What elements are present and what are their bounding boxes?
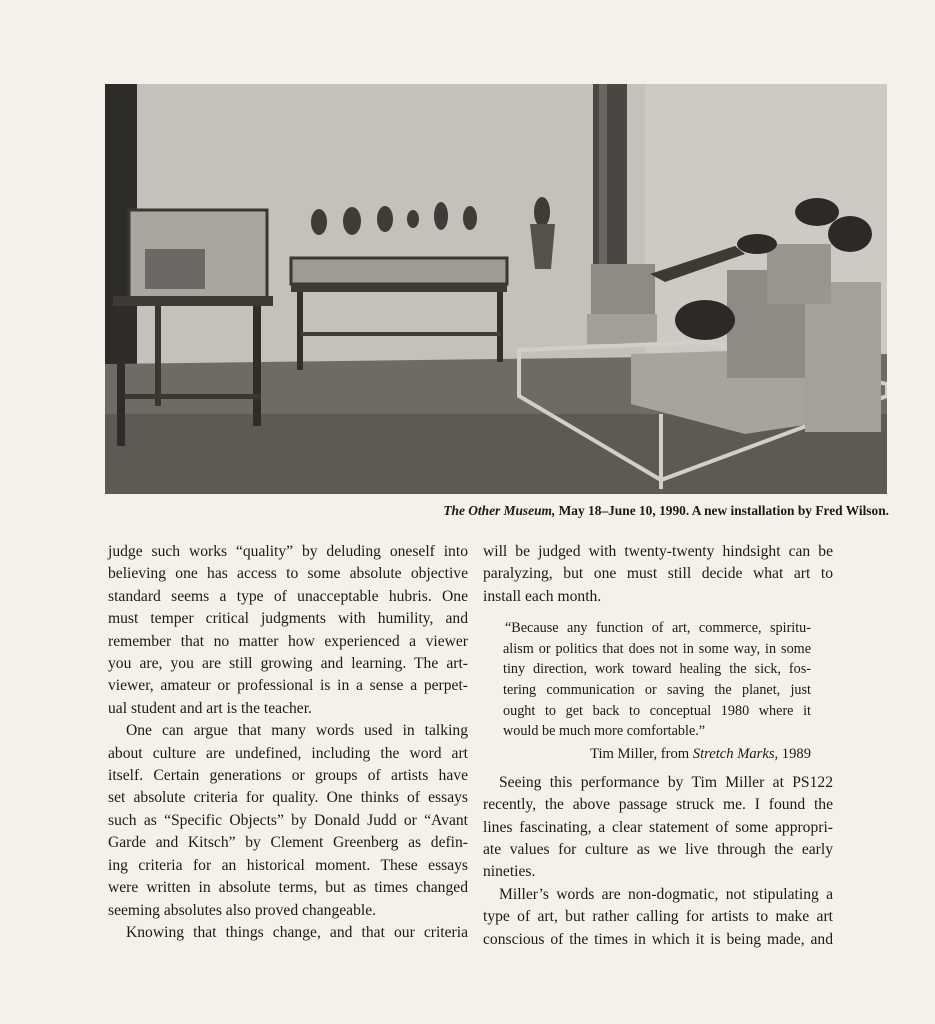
right-paragraph-2: [483, 772, 833, 884]
text-line: about culture are undefined, including the word art: [108, 744, 468, 762]
text-line: ate values for culture as we live through the early: [483, 841, 833, 858]
text-line: must temper critical judgments with humility, and: [108, 610, 468, 628]
text-line: set absolute criteria for quality. One thinks of essays: [108, 789, 468, 807]
text-line: ing criteria for an historical moment. These essays: [108, 856, 468, 874]
text-line: believing one has access to some absolute objective: [108, 565, 468, 583]
quote-line: ought to get back to conceptual 1980 where it: [503, 702, 811, 719]
text-line: such as “Specific Objects” by Donald Judd or “Avant: [108, 811, 468, 829]
right-text-column: [483, 541, 833, 951]
text-line: itself. Certain generations or groups of artists have: [108, 767, 468, 785]
text-line: conscious of the times in which it is being made, and: [483, 930, 833, 948]
quote-attribution: [483, 744, 811, 764]
text-line: will be judged with twenty-twenty hindsight can be: [483, 543, 833, 560]
left-paragraph-3: [108, 922, 468, 944]
text-line: standard seems a type of unacceptable hubris. One: [108, 587, 468, 605]
attribution-work: Stretch Marks,: [692, 745, 779, 762]
right-paragraph-3: [483, 884, 833, 951]
text-line: recently, the above passage struck me. I found the: [483, 796, 833, 814]
right-paragraph-1: [483, 541, 833, 608]
caption-details: May 18–June 10, 1990. A new installation by Fred Wilson.: [555, 503, 889, 518]
attribution-author: Tim Miller, from: [590, 745, 693, 762]
photo-caption: [105, 503, 889, 519]
text-line: One can argue that many words used in talking: [126, 722, 468, 740]
quote-line: would be much more comfortable.”: [503, 723, 706, 740]
text-line: remember that no matter how experienced a viewer: [108, 632, 468, 650]
text-line: type of art, but rather calling for artists to make art: [483, 908, 833, 926]
quote-line: alism or politics that does not in some way, in some: [503, 640, 811, 657]
left-paragraph-1: [108, 541, 468, 720]
text-line: Garde and Kitsch” by Clement Greenberg as defin-: [108, 834, 468, 852]
text-line: Seeing this performance by Tim Miller at PS122: [499, 773, 833, 791]
text-line: you are, you are still growing and learning. The art-: [108, 655, 468, 673]
text-line: were written in absolute terms, but as times changed: [108, 879, 468, 897]
text-line: judge such works “quality” by deluding oneself into: [108, 543, 468, 560]
quote-line: tering communication or saving the planet, just: [503, 682, 811, 698]
left-text-column: [108, 541, 468, 944]
text-line: paralyzing, but one must still decide what art to: [483, 565, 833, 583]
quote-line: tiny direction, work toward healing the sick, fos-: [503, 661, 811, 678]
text-line: Knowing that things change, and that our criteria: [126, 923, 468, 941]
installation-photograph: [105, 84, 887, 494]
left-paragraph-2: [108, 720, 468, 922]
text-line: Miller’s words are non-dogmatic, not stipulating a: [499, 885, 833, 903]
text-line: seeming absolutes also proved changeable.: [108, 901, 377, 919]
text-line: lines fascinating, a clear statement of some appropri-: [483, 818, 833, 836]
text-line: ual student and art is the teacher.: [108, 699, 312, 717]
block-quote: [503, 618, 811, 742]
caption-title: The Other Museum,: [443, 503, 556, 518]
quote-line: “Because any function of art, commerce, spiritu-: [505, 620, 811, 637]
text-line: viewer, amateur or professional is in a sense a perpet-: [108, 677, 468, 695]
attribution-year: 1989: [778, 745, 811, 762]
text-line: install each month.: [483, 587, 602, 605]
text-line: nineties.: [483, 863, 536, 881]
